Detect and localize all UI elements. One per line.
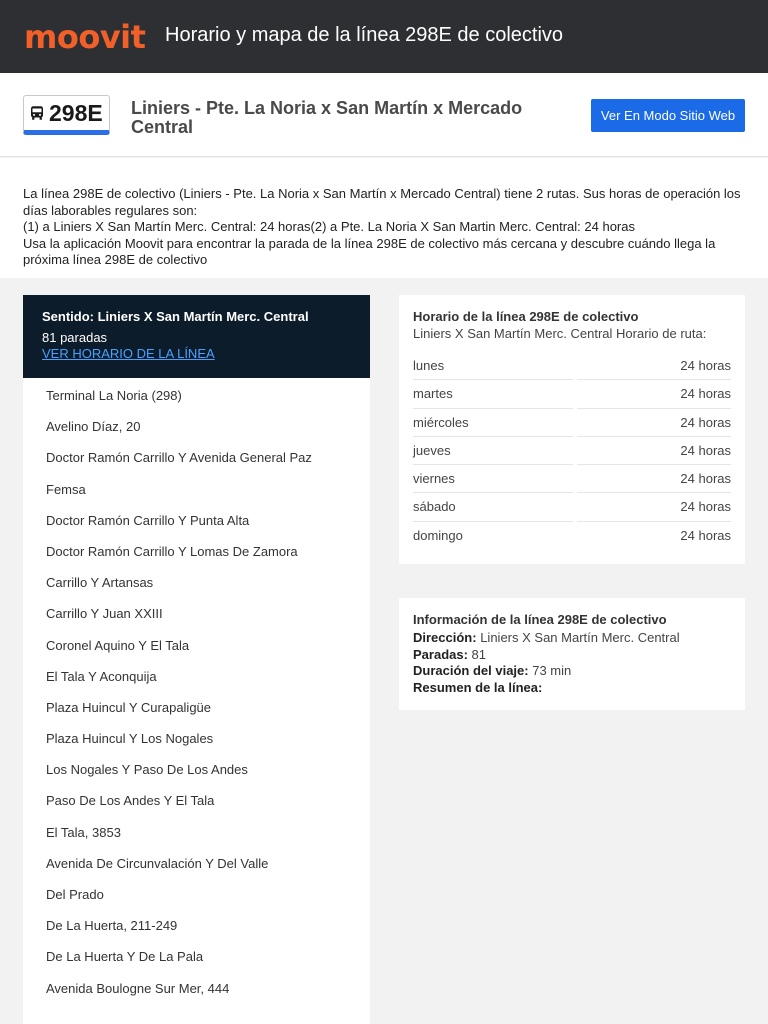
intro-text bbox=[0, 158, 768, 278]
stop-item[interactable]: Coronel Aquino Y El Tala bbox=[46, 637, 190, 653]
stop-item[interactable]: Los Nogales Y Paso De Los Andes bbox=[46, 762, 248, 778]
moovit-logo[interactable]: moovit bbox=[24, 18, 146, 56]
stop-item[interactable]: Paso De Los Andes Y El Tala bbox=[46, 793, 215, 809]
stop-item[interactable]: Plaza Huincul Y Curapaligüe bbox=[46, 699, 212, 715]
schedule-subtitle: Liniers X San Martín Merc. Central Horario de ruta: bbox=[413, 326, 707, 341]
line-name: Liniers - Pte. La Noria x San Martín x Mercado Central bbox=[131, 98, 523, 137]
info-stops-value: 81 bbox=[471, 646, 487, 662]
direction-panel bbox=[23, 295, 370, 1024]
schedule-card bbox=[399, 295, 745, 564]
line-number: 298E bbox=[49, 99, 103, 126]
day-name: miércoles bbox=[413, 409, 573, 437]
day-hours: 24 horas bbox=[577, 437, 731, 465]
info-duration bbox=[413, 663, 731, 680]
stop-item[interactable]: Doctor Ramón Carrillo Y Avenida General Paz bbox=[46, 450, 312, 466]
top-header bbox=[0, 0, 768, 73]
info-direction-value: Liniers X San Martín Merc. Central bbox=[480, 630, 680, 645]
view-schedule-link[interactable]: VER HORARIO DE LA LÍNEA bbox=[42, 346, 215, 361]
schedule-row bbox=[413, 522, 731, 550]
day-name: jueves bbox=[413, 437, 573, 465]
stop-item[interactable]: Avelino Díaz, 20 bbox=[46, 419, 141, 435]
day-hours: 24 horas bbox=[577, 465, 731, 493]
stops-list bbox=[23, 378, 370, 1013]
day-hours: 24 horas bbox=[577, 493, 731, 521]
schedule-table bbox=[413, 352, 731, 550]
day-name: lunes bbox=[413, 352, 573, 380]
schedule-title: Horario de la línea 298E de colectivo bbox=[413, 309, 639, 324]
stop-item[interactable]: El Tala, 3853 bbox=[46, 824, 121, 840]
stop-item[interactable]: Doctor Ramón Carrillo Y Lomas De Zamora bbox=[46, 543, 298, 559]
line-info-card bbox=[399, 598, 745, 710]
schedule-row bbox=[413, 352, 731, 380]
info-duration-value: 73 min bbox=[532, 663, 572, 678]
direction-header bbox=[23, 295, 370, 378]
stop-item[interactable]: Doctor Ramón Carrillo Y Punta Alta bbox=[46, 512, 250, 528]
stop-item[interactable]: Del Prado bbox=[46, 887, 104, 902]
day-name: martes bbox=[413, 380, 573, 408]
info-direction bbox=[413, 630, 731, 647]
stop-item[interactable]: De La Huerta Y De La Pala bbox=[46, 949, 204, 965]
intro-line: Usa la aplicación Moovit para encontrar la parada de la línea 298E de colectivo más cercana y descubre cuándo llega la próxima línea 298E de colectivo bbox=[23, 235, 716, 267]
schedule-row bbox=[413, 380, 731, 408]
stop-item[interactable]: Femsa bbox=[46, 481, 86, 497]
info-stops-label: Paradas: bbox=[413, 646, 468, 662]
stop-item[interactable]: El Tala Y Aconquija bbox=[46, 668, 157, 684]
day-hours: 24 horas bbox=[680, 527, 731, 543]
bus-icon bbox=[28, 104, 46, 122]
stop-item[interactable]: Carrillo Y Juan XXIII bbox=[46, 606, 163, 622]
info-title: Información de la línea 298E de colectivo bbox=[413, 612, 667, 627]
day-hours: 24 horas bbox=[577, 409, 731, 437]
stop-item[interactable]: Avenida Boulogne Sur Mer, 444 bbox=[46, 980, 230, 996]
day-hours: 24 horas bbox=[577, 380, 731, 408]
info-stops bbox=[413, 647, 731, 664]
schedule-row bbox=[413, 409, 731, 437]
schedule-row bbox=[413, 465, 731, 493]
stop-item[interactable]: De La Huerta, 211-249 bbox=[46, 918, 178, 934]
info-summary bbox=[413, 680, 731, 697]
info-duration-label: Duración del viaje: bbox=[413, 663, 529, 678]
info-summary-label: Resumen de la línea: bbox=[413, 679, 543, 695]
page-title: Horario y mapa de la línea 298E de colectivo bbox=[165, 24, 564, 46]
day-name: viernes bbox=[413, 465, 573, 493]
day-name: sábado bbox=[413, 493, 573, 521]
day-name: domingo bbox=[413, 527, 463, 543]
stops-count: 81 paradas bbox=[42, 330, 108, 345]
stop-item[interactable]: Avenida De Circunvalación Y Del Valle bbox=[46, 855, 269, 871]
line-badge bbox=[23, 95, 110, 135]
view-website-button[interactable]: Ver En Modo Sitio Web bbox=[591, 99, 745, 132]
direction-title: Sentido: Liniers X San Martín Merc. Central bbox=[42, 309, 309, 324]
stop-item[interactable]: Plaza Huincul Y Los Nogales bbox=[46, 731, 214, 747]
line-header bbox=[0, 73, 768, 157]
intro-line: La línea 298E de colectivo (Liniers - Pte. La Noria x San Martín x Mercado Central) tiene 2 rutas. Sus horas de operación los días laborables regulares son: bbox=[23, 186, 741, 218]
intro-line: (1) a Liniers X San Martín Merc. Central: 24 horas(2) a Pte. La Noria X San Martin Merc. Central: 24 horas bbox=[23, 219, 635, 234]
schedule-row bbox=[413, 437, 731, 465]
info-direction-label: Dirección: bbox=[413, 630, 477, 645]
stop-item[interactable]: Terminal La Noria (298) bbox=[46, 388, 182, 403]
schedule-row bbox=[413, 493, 731, 521]
stop-item[interactable]: Carrillo Y Artansas bbox=[46, 575, 154, 591]
day-hours: 24 horas bbox=[577, 352, 731, 380]
